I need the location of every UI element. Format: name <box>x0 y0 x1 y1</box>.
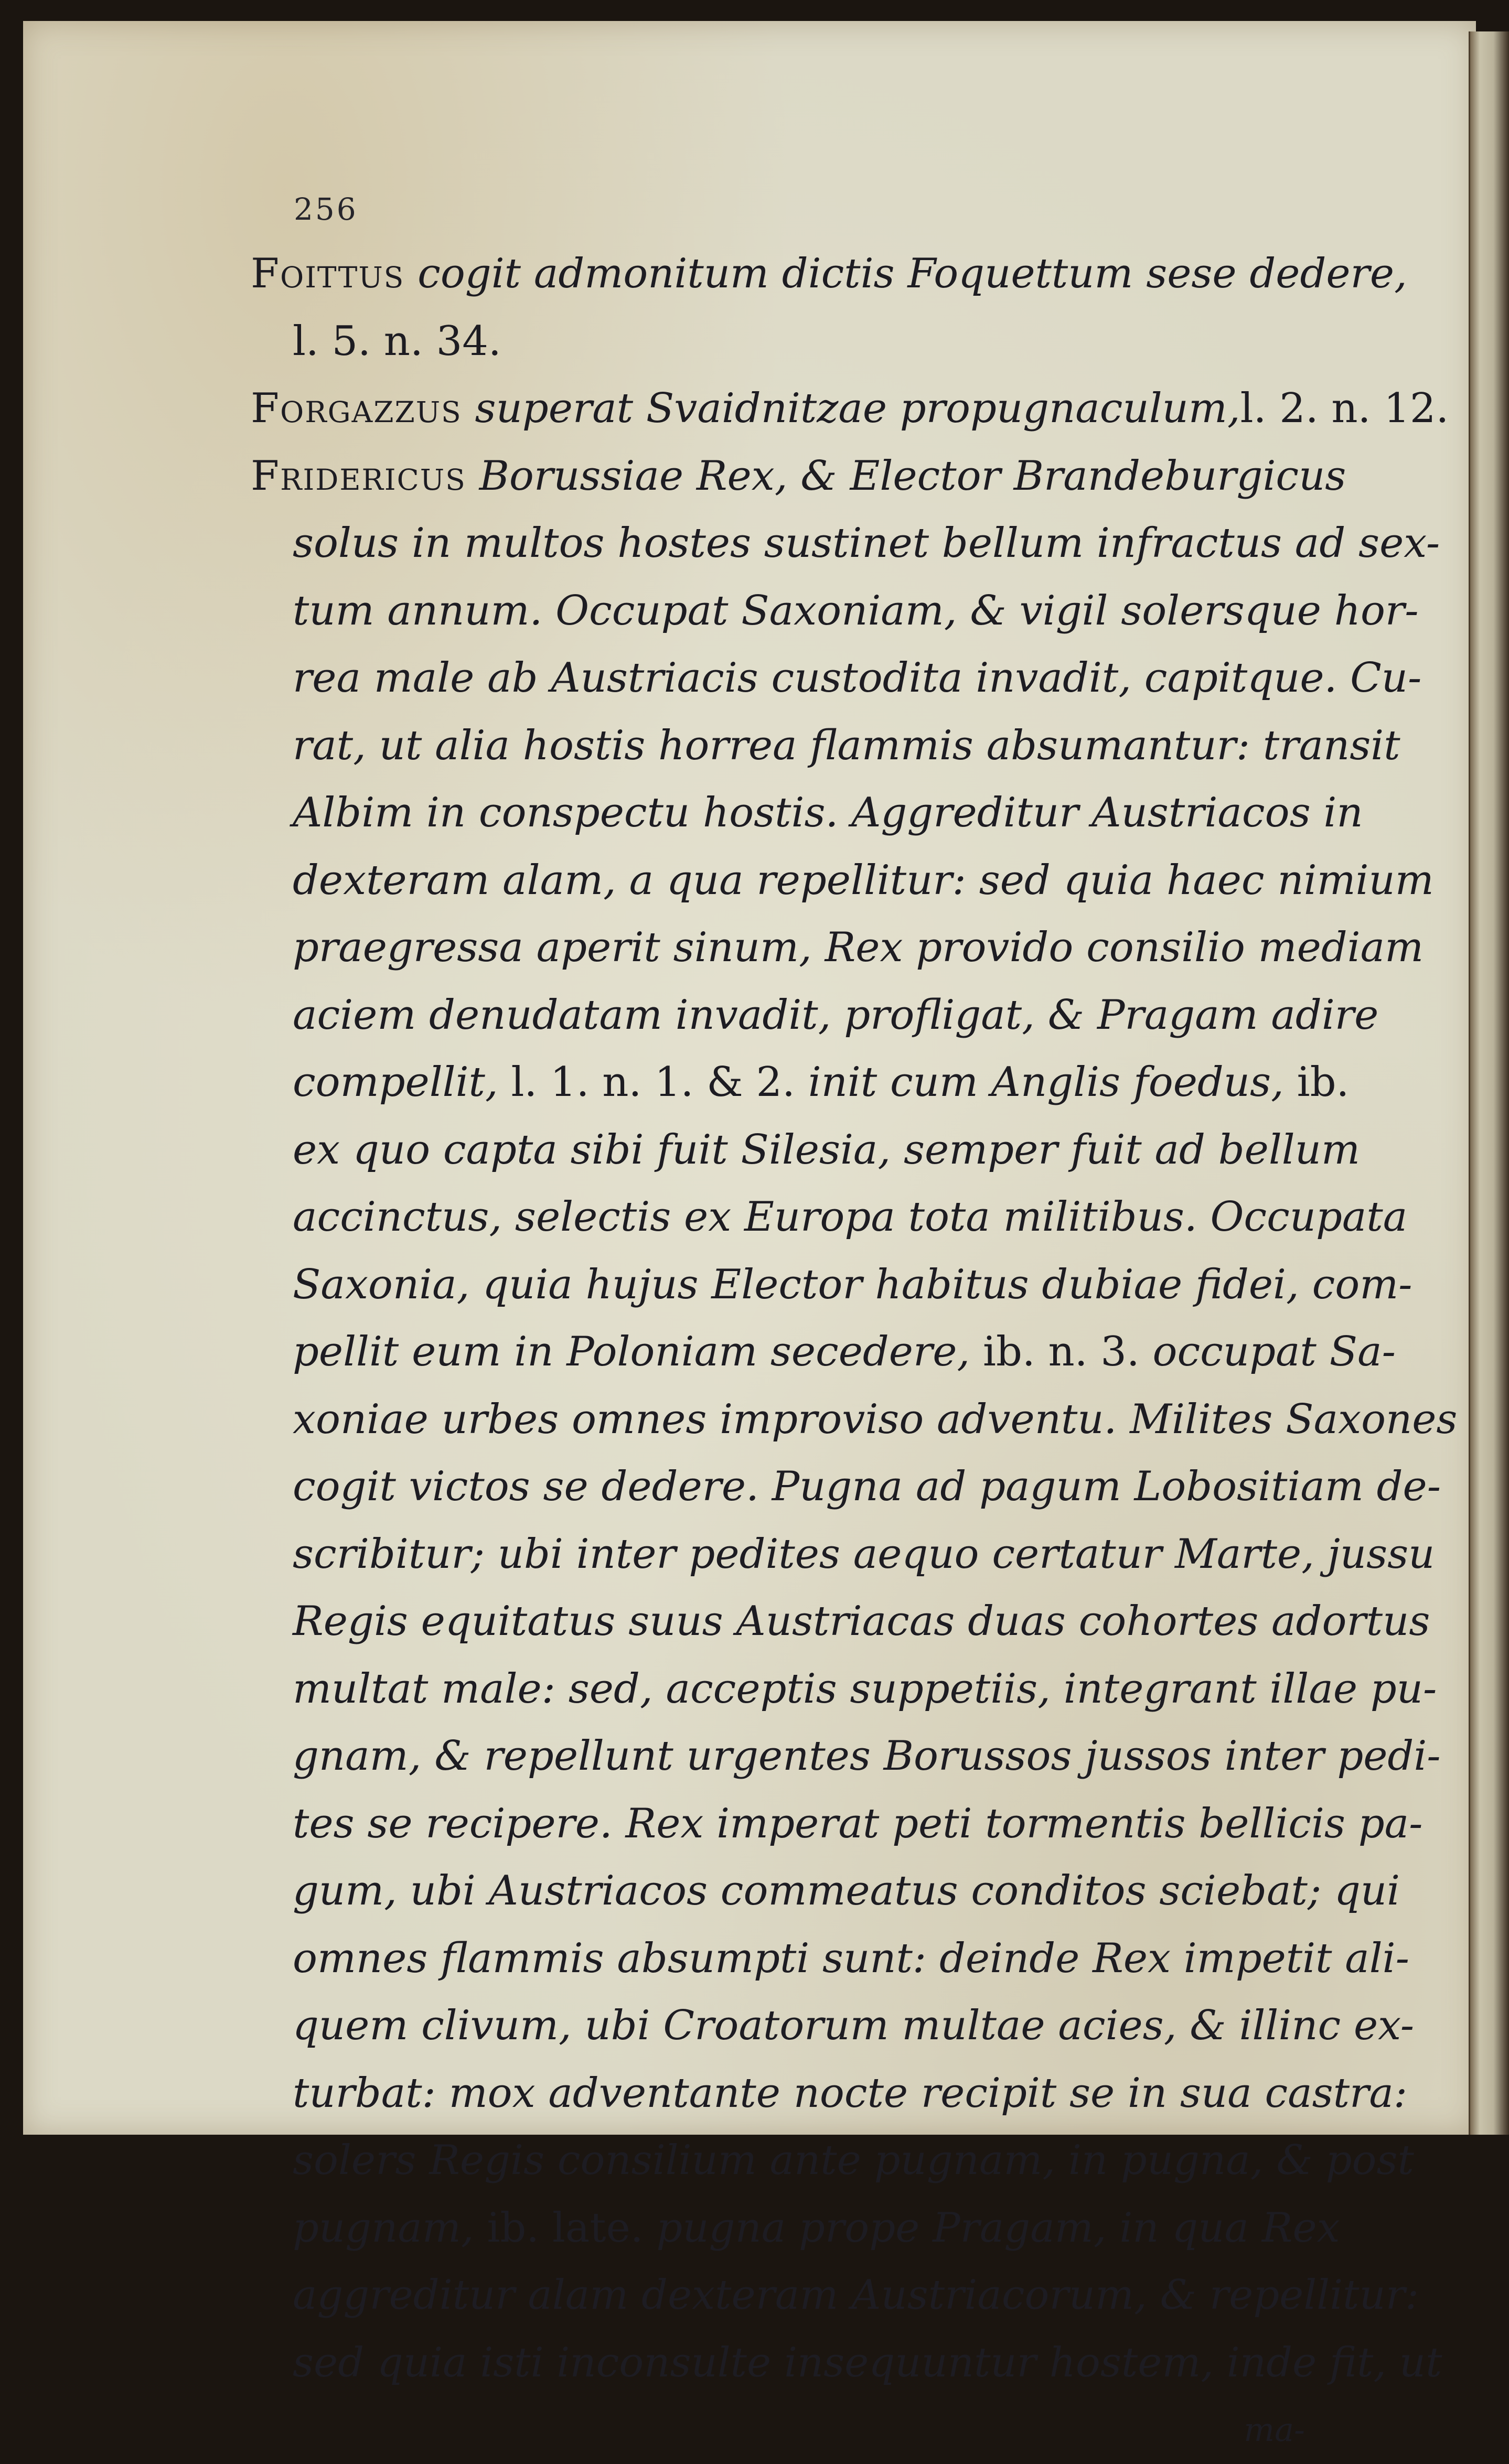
text-line: dexteram alam, a qua repellitur: sed quia haec nimium <box>293 856 1434 904</box>
text-line: ex quo capta sibi fuit Silesia, semper fuit ad bellum <box>293 1126 1360 1174</box>
text-line: praegressa aperit sinum, Rex provido consilio mediam <box>293 924 1424 971</box>
text-line: tes se recipere. Rex imperat peti tormentis bellicis pa- <box>293 1800 1423 1847</box>
index-text-block <box>251 193 1458 2464</box>
text-line: solus in multos hostes sustinet bellum infractus ad sex- <box>293 520 1440 567</box>
text-line: pellit eum in Poloniam secedere, ib. n. 3. occupat Sa- <box>293 1328 1396 1375</box>
adjacent-page-edge <box>1469 31 1509 2135</box>
entry-headword: Foittus <box>251 250 405 297</box>
text-line: rat, ut alia hostis horrea flammis absumantur: transit <box>293 722 1400 769</box>
text-line: Saxonia, quia hujus Elector habitus dubiae fidei, com- <box>293 1261 1412 1308</box>
reference: ib. n. 3. <box>983 1328 1140 1375</box>
reference: l. 2. n. 12. <box>1240 385 1449 432</box>
text-line: Forgazzus superat Svaidnitzae propugnaculum,l. 2. n. 12. <box>251 385 1449 432</box>
text-line: xoniae urbes omnes improviso adventu. Milites Saxones <box>293 1395 1458 1443</box>
text-line: accinctus, selectis ex Europa tota militibus. Occupata <box>293 1193 1408 1241</box>
text-line: tum annum. Occupat Saxoniam, & vigil solersque hor- <box>293 587 1419 634</box>
text-line: omnes flammis absumpti sunt: deinde Rex impetit ali- <box>293 1934 1409 1982</box>
text-line: aggreditur alam dexteram Austriacorum, & repellitur: <box>293 2272 1419 2319</box>
text-line: aciem denudatam invadit, profligat, & Pragam adire <box>293 991 1379 1039</box>
text-line: Albim in conspectu hostis. Aggreditur Austriacos in <box>293 789 1363 836</box>
reference: l. 5. n. 34. <box>293 317 501 365</box>
text-line: turbat: mox adventante nocte recipit se in sua castra: <box>293 2069 1408 2117</box>
text-line: cogit victos se dedere. Pugna ad pagum Lobositiam de- <box>293 1463 1441 1510</box>
text-line: Regis equitatus suus Austriacas duas cohortes adortus <box>293 1598 1430 1645</box>
text-line: solers Regis consilium ante pugnam, in pugna, & post <box>293 2137 1414 2184</box>
text-line: sed quia isti inconsulte insequuntur hostem, inde fit, ut <box>293 2339 1442 2386</box>
entry-headword: Fridericus <box>251 452 466 500</box>
text-line: Foittus cogit admonitum dictis Foquettum sese dedere, <box>251 250 1407 297</box>
text-line: quem clivum, ubi Croatorum multae acies, & illinc ex- <box>293 2002 1415 2049</box>
text-line: compellit, l. 1. n. 1. & 2. init cum Anglis foedus, ib. <box>293 1059 1350 1106</box>
reference: ib. <box>1297 1059 1350 1106</box>
text-line: multat male: sed, acceptis suppetiis, integrant illae pu- <box>293 1665 1437 1713</box>
text-line: Fridericus Borussiae Rex, & Elector Brandeburgicus <box>251 452 1346 500</box>
text-line: gum, ubi Austriacos commeatus conditos sciebat; qui <box>293 1867 1400 1914</box>
text-line: pugnam, ib. late. pugna prope Pragam, in qua Rex <box>293 2204 1340 2252</box>
text-line: gnam, & repellunt urgentes Borussos jussos inter pedi- <box>293 1733 1441 1780</box>
catchword: ma- <box>1244 2411 1305 2449</box>
text-line: rea male ab Austriacis custodita invadit, capitque. Cu- <box>293 654 1422 702</box>
text-line <box>251 308 1305 375</box>
entry-headword: Forgazzus <box>251 385 462 432</box>
reference: l. 1. n. 1. & 2. <box>511 1059 795 1106</box>
page-number: 256 <box>294 191 358 227</box>
reference: ib. late. <box>487 2204 644 2252</box>
text-line: scribitur; ubi inter pedites aequo certatur Marte, jussu <box>293 1530 1435 1578</box>
